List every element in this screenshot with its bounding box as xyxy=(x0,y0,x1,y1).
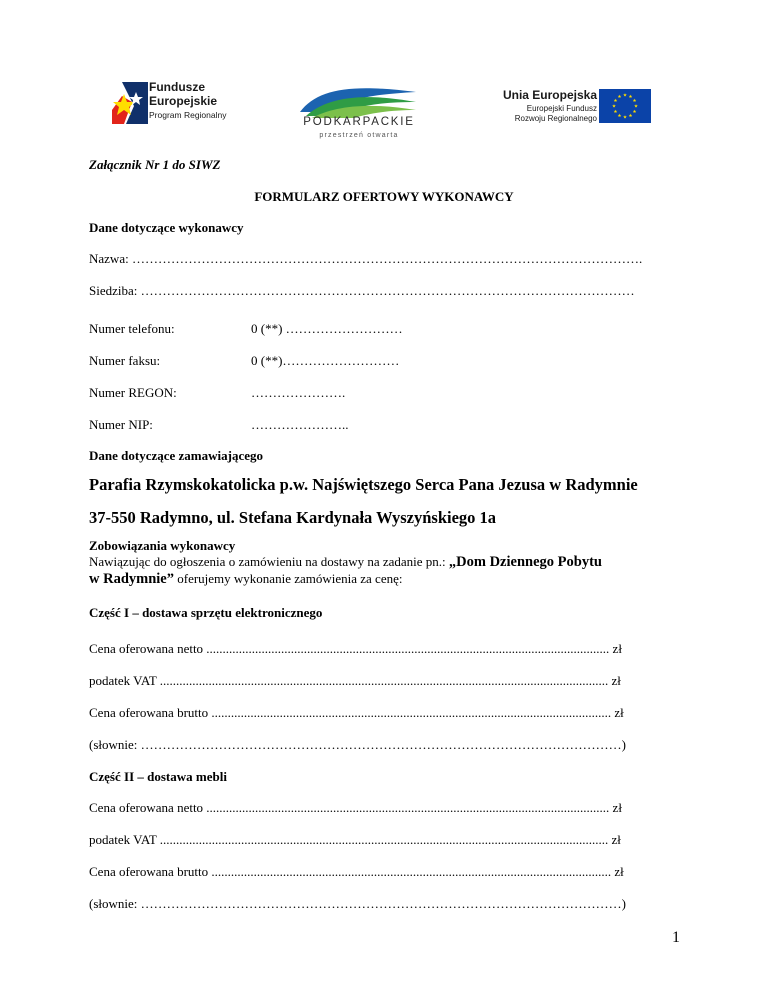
ue-line1: Unia Europejska xyxy=(502,88,597,102)
project-name-part2: w Radymnie” xyxy=(89,571,174,587)
name-field[interactable]: Nazwa: ………………………………………………………………………………………………………. xyxy=(89,251,643,266)
fax-label: Numer faksu: xyxy=(89,353,161,368)
client-name: Parafia Rzymskokatolicka p.w. Najświętszego Serca Pana Jezusa w Radymnie xyxy=(89,475,638,494)
logo-fundusze-europejskie xyxy=(112,80,262,125)
fundusze-europejskie-icon xyxy=(112,82,148,124)
regon-field[interactable]: …………………. xyxy=(251,385,346,400)
eu-flag-icon xyxy=(599,89,651,123)
obligations-heading: Zobowiązania wykonawcy xyxy=(89,538,236,553)
ue-line2: Europejski Fundusz xyxy=(526,104,597,113)
form-title: FORMULARZ OFERTOWY WYKONAWCY xyxy=(254,189,514,204)
fax-field[interactable]: 0 (**)……………………… xyxy=(251,353,400,368)
page-number: 1 xyxy=(672,929,680,946)
part1-title: Część I – dostawa sprzętu elektronicznego xyxy=(89,605,323,620)
intro-tail: oferujemy wykonanie zamówienia za cenę: xyxy=(174,571,403,586)
part1-net-price-field[interactable]: Cena oferowana netto ............................................................................................................................ zł xyxy=(89,641,622,656)
nip-field[interactable]: ………………….. xyxy=(251,417,349,432)
contractor-heading: Dane dotyczące wykonawcy xyxy=(89,220,244,235)
part2-gross-price-field[interactable]: Cena oferowana brutto ........................................................................................................................... zł xyxy=(89,864,624,879)
obligations-intro-line1 xyxy=(89,553,602,571)
part1-words-field[interactable]: (słownie: …………………………………………………………………………………………………) xyxy=(89,737,626,752)
attachment-label: Załącznik Nr 1 do SIWZ xyxy=(89,157,221,172)
podkarpackie-name: PODKARPACKIE xyxy=(303,116,415,128)
intro-text: Nawiązując do ogłoszenia o zamówieniu na dostawy na zadanie pn.: xyxy=(89,554,449,569)
regon-label: Numer REGON: xyxy=(89,385,177,400)
part2-vat-field[interactable]: podatek VAT .......................................................................................................................................... zł xyxy=(89,832,621,847)
part2-words-field[interactable]: (słownie: …………………………………………………………………………………………………) xyxy=(89,896,626,911)
part1-vat-field[interactable]: podatek VAT .......................................................................................................................................... zł xyxy=(89,673,621,688)
client-address: 37-550 Radymno, ul. Stefana Kardynała Wyszyńskiego 1a xyxy=(89,508,497,527)
phone-field[interactable]: 0 (**) ……………………… xyxy=(251,321,403,336)
part2-net-price-field[interactable]: Cena oferowana netto ............................................................................................................................ zł xyxy=(89,800,622,815)
ue-line3: Rozwoju Regionalnego xyxy=(514,114,597,123)
obligations-intro-line2 xyxy=(89,570,402,588)
podkarpackie-hills-icon xyxy=(298,82,418,118)
project-name-part1: „Dom Dziennego Pobytu xyxy=(448,554,602,570)
nip-label: Numer NIP: xyxy=(89,417,153,432)
fe-line1: Fundusze xyxy=(149,80,205,94)
logo-unia-europejska xyxy=(498,88,653,124)
fe-line3: Program Regionalny xyxy=(149,110,227,120)
part2-title: Część II – dostawa mebli xyxy=(89,769,227,784)
podkarpackie-tagline: przestrzeń otwarta xyxy=(319,132,399,139)
client-heading: Dane dotyczące zamawiającego xyxy=(89,448,263,463)
part1-gross-price-field[interactable]: Cena oferowana brutto ........................................................................................................................... zł xyxy=(89,705,624,720)
fe-line2: Europejskie xyxy=(149,94,218,108)
logo-podkarpackie xyxy=(298,82,418,142)
seat-field[interactable]: Siedziba: …………………………………………………………………………………………………… xyxy=(89,283,635,298)
phone-label: Numer telefonu: xyxy=(89,321,175,336)
